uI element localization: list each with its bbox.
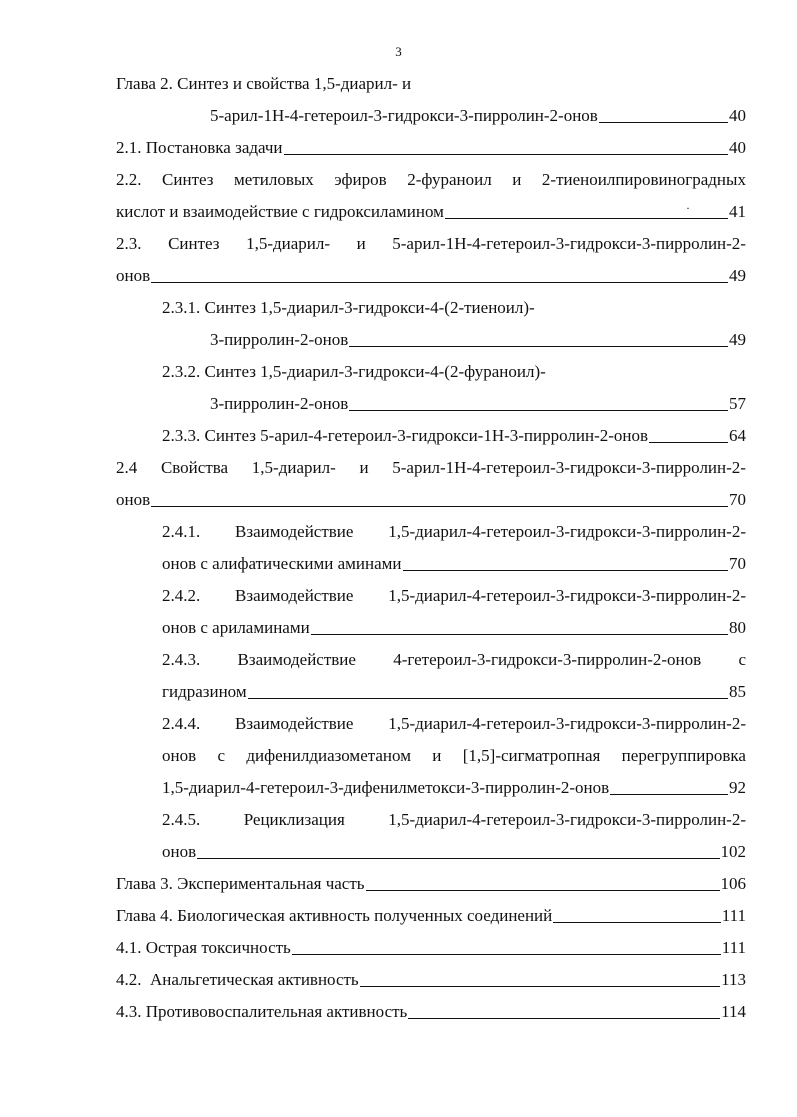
toc-entry-2-3-2: 3-пирролин-2-онов 57 [210,392,746,416]
leader-line [292,954,721,955]
leader-line [366,890,720,891]
leader-line [408,1018,720,1019]
toc-entry-2-4-2-line1: 2.4.2. Взаимодействие 1,5-диарил-4-гетероил-3-гидрокси-3-пирролин-2- [162,586,746,605]
leader-line [610,794,728,795]
toc-entry-2-4-line1: 2.4 Свойства 1,5-диарил- и 5-арил-1Н-4-гетероил-3-гидрокси-3-пирролин-2- [116,458,746,477]
toc-page-ref: 111 [721,906,746,925]
toc-entry-ch4: Глава 4. Биологическая активность полученных соединений 111 [116,904,746,928]
leader-line [284,154,728,155]
toc-page-ref: 70 [729,490,746,509]
toc-entry-4-2: 4.2. Анальгетическая активность 113 [116,968,746,992]
toc-entry-2-3-1: 3-пирролин-2-онов 49 [210,328,746,352]
toc-entry-2-3-1-line1: 2.3.1. Синтез 1,5-диарил-3-гидрокси-4-(2-тиеноил)- [162,298,535,317]
toc-entry-2-4-3: гидразином 85 [162,680,746,704]
leader-line [403,570,728,571]
leader-line [599,122,728,123]
toc-entry-2-4-3-line1: 2.4.3. Взаимодействие 4-гетероил-3-гидрокси-3-пирролин-2-онов с [162,650,746,669]
toc-entry-2-3-3: 2.3.3. Синтез 5-арил-4-гетероил-3-гидрокси-1Н-3-пирролин-2-онов 64 [162,424,746,448]
leader-line [349,346,728,347]
toc-entry-2-1: 2.1. Постановка задачи 40 [116,136,746,160]
toc-page-ref: 114 [721,1002,746,1021]
toc-page-ref: 64 [729,426,746,445]
toc-entry-2-4-4-line1: 2.4.4. Взаимодействие 1,5-диарил-4-гетероил-3-гидрокси-3-пирролин-2- [162,714,746,733]
toc-entry-4-3: 4.3. Противовоспалительная активность 114 [116,1000,746,1024]
toc-entry-2-3-line1: 2.3. Синтез 1,5-диарил- и 5-арил-1Н-4-гетероил-3-гидрокси-3-пирролин-2- [116,234,746,253]
toc-page-ref: 85 [729,682,746,701]
toc-page-ref: 40 [729,138,746,157]
toc-entry-2-4-2: онов с ариламинами 80 [162,616,746,640]
page-number: 3 [395,44,402,59]
toc-page-ref: 102 [720,842,746,861]
stray-mark: · [686,201,690,215]
toc-entry-2-4-1: онов с алифатическими аминами 70 [162,552,746,576]
leader-line [248,698,728,699]
toc-entry-ch2: 5-арил-1Н-4-гетероил-3-гидрокси-3-пирролин-2-онов 40 [210,104,746,128]
leader-line [151,506,728,507]
leader-line [349,410,728,411]
toc-page-ref: 49 [729,266,746,285]
toc-entry-2-2: кислот и взаимодействие с гидроксиламином · 41 [116,200,746,224]
toc-entry-2-3: онов 49 [116,264,746,288]
toc-entry-2-4-1-line1: 2.4.1. Взаимодействие 1,5-диарил-4-гетероил-3-гидрокси-3-пирролин-2- [162,522,746,541]
toc-entry-2-4: онов 70 [116,488,746,512]
leader-line [445,201,728,219]
leader-line [649,442,728,443]
toc-entry-2-4-5: онов 102 [162,840,746,864]
toc-page-ref: 92 [729,778,746,797]
toc-entry-ch2-line1: Глава 2. Синтез и свойства 1,5-диарил- и [116,74,412,93]
toc-entry-2-2-line1: 2.2. Синтез метиловых эфиров 2-фураноил и 2-тиеноилпировиноградных [116,170,746,189]
leader-line [197,858,719,859]
toc-page-ref: 80 [729,618,746,637]
leader-line [311,634,728,635]
toc-entry-2-4-5-line1: 2.4.5. Рециклизация 1,5-диарил-4-гетероил-3-гидрокси-3-пирролин-2- [162,810,746,829]
toc-entry-2-4-4-line2: онов с дифенилдиазометаном и [1,5]-сигматропная перегруппировка [162,746,746,765]
toc-page-ref: 70 [729,554,746,573]
toc-page-ref: 49 [729,330,746,349]
leader-line [553,922,720,923]
leader-line [151,282,728,283]
toc-entry-4-1: 4.1. Острая токсичность 111 [116,936,746,960]
toc-page-ref: 111 [721,938,746,957]
toc-page-ref: 40 [729,106,746,125]
toc-entry-2-3-2-line1: 2.3.2. Синтез 1,5-диарил-3-гидрокси-4-(2-фураноил)- [162,362,546,381]
toc-page-ref: 113 [721,970,746,989]
leader-line [360,986,720,987]
toc-entry-ch3: Глава 3. Экспериментальная часть 106 [116,872,746,896]
toc-page-ref: 57 [729,394,746,413]
toc-page-ref: 106 [720,874,746,893]
toc-page-ref: 41 [729,202,746,221]
toc-entry-2-4-4: 1,5-диарил-4-гетероил-3-дифенилметокси-3-пирролин-2-онов 92 [162,776,746,800]
